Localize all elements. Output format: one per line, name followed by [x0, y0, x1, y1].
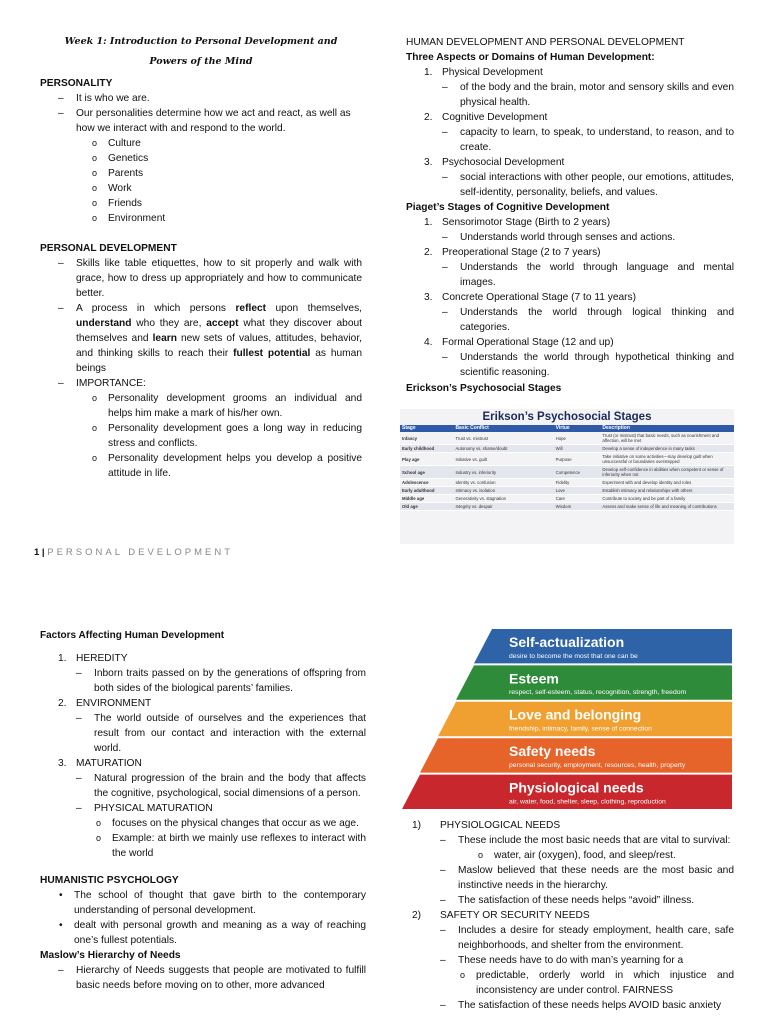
stage-cell: Adolescence — [400, 479, 453, 487]
erikson-row — [400, 432, 734, 445]
description-cell: Establish intimacy and relationships with others — [600, 487, 734, 495]
erikson-table-title: Erikson’s Psychosocial Stages — [482, 411, 652, 423]
factor-item: 1. HEREDITY — [58, 653, 128, 664]
page1-left-column — [40, 32, 362, 481]
page1-right-column — [406, 35, 734, 396]
virtue-cell: Will — [554, 445, 601, 453]
factor-desc: – Natural progression of the brain and the body that affects the cognitive, psychological, social dimensions of a person. — [76, 771, 366, 801]
piaget-stage: 3. Concrete Operational Stage (7 to 11 years) — [424, 292, 637, 303]
influence-item: o Culture — [90, 136, 362, 151]
conflict-cell: Industry vs. inferiority — [453, 466, 553, 479]
erikson-row — [400, 479, 734, 487]
description-cell: Develop a sense of independence in many tasks — [600, 445, 734, 453]
conflict-cell: Trust vs. mistrust — [453, 432, 553, 445]
pyramid-level-subtitle: respect, self-esteem, status, recognition, strength, freedom — [509, 689, 687, 697]
domain-item: 2. Cognitive Development — [424, 112, 548, 123]
humanistic-point: • The school of thought that gave birth to the contemporary understanding of personal development. — [56, 888, 366, 918]
stage-cell: Infancy — [400, 432, 453, 445]
description-cell: Experiment with and develop identity and roles — [600, 479, 734, 487]
conflict-cell: Initiative vs. guilt — [453, 453, 553, 466]
stage-cell: Early childhood — [400, 445, 453, 453]
humanistic-point: • dealt with personal growth and meaning as a way of reaching one’s fullest potentials. — [56, 918, 366, 948]
pyramid-level-title: Love and belonging — [509, 706, 642, 723]
pyramid-level-subtitle: desire to become the most that one can be — [509, 652, 638, 660]
conflict-cell: Identity vs. confusion — [453, 479, 553, 487]
domain-item: 3. Psychosocial Development — [424, 157, 565, 168]
pyramid-level-subtitle: friendship, intimacy, family, sense of connection — [509, 725, 652, 733]
piaget-stage: 2. Preoperational Stage (2 to 7 years) — [424, 247, 601, 258]
stage-cell: Middle age — [400, 495, 453, 503]
erikson-table — [400, 425, 734, 511]
erikson-table-figure — [400, 409, 734, 544]
virtue-cell: Hope — [554, 432, 601, 445]
virtue-cell: Care — [554, 495, 601, 503]
conflict-cell: Generativity vs. stagnation — [453, 495, 553, 503]
factors-heading: Factors Affecting Human Development — [40, 630, 225, 641]
pm-item: o Example: at birth we mainly use reflexes to interact with the world — [94, 831, 366, 861]
factor-desc: – Inborn traits passed on by the generations of offspring from both sides of the biological parents’ families. — [76, 666, 366, 696]
pyramid-level-title: Safety needs — [509, 743, 596, 760]
piaget-desc: – Understands the world through hypothetical thinking and scientific reasoning. — [442, 350, 734, 380]
pyramid-level-title: Physiological needs — [509, 779, 644, 796]
virtue-cell: Fidelity — [554, 479, 601, 487]
stage-cell: Early adulthood — [400, 487, 453, 495]
piaget-desc: – Understands world through senses and actions. — [442, 230, 734, 245]
domain-desc: – of the body and the brain, motor and sensory skills and even physical health. — [442, 80, 734, 110]
factor-desc: – The world outside of ourselves and the experiences that result from our contact and interaction with the external world. — [76, 711, 366, 756]
domain-desc: – capacity to learn, to speak, to understand, to reason, and to create. — [442, 125, 734, 155]
need-point: – These include the most basic needs that are vital to survival: — [440, 833, 734, 848]
col-virtue: Virtue — [554, 425, 601, 432]
conflict-cell: Integrity vs. despair — [453, 503, 553, 511]
influence-item: o Parents — [90, 166, 362, 181]
need-heading: 2) SAFETY OR SECURITY NEEDS — [412, 910, 590, 921]
conflict-cell: Intimacy vs. isolation — [453, 487, 553, 495]
domain-desc: – social interactions with other people, our emotions, attitudes, self-identity, personality, beliefs, and values. — [442, 170, 734, 200]
pyramid-graphic — [402, 628, 732, 810]
description-cell: Develop self-confidence in abilities when competent or sense of inferiority when not — [600, 466, 734, 479]
description-cell: Trust (or mistrust) that basic needs, such as nourishment and affection, will be met — [600, 432, 734, 445]
erikson-row — [400, 453, 734, 466]
pyramid-level-subtitle: air, water, food, shelter, sleep, clothing, reproduction — [509, 798, 666, 806]
physical-maturation: – PHYSICAL MATURATION — [76, 801, 366, 816]
need-point: – The satisfaction of these needs helps “avoid” illness. — [440, 893, 734, 908]
need-point: – These needs have to do with man’s yearning for a — [440, 953, 734, 968]
erikson-row — [400, 445, 734, 453]
influence-item: o Genetics — [90, 151, 362, 166]
piaget-heading: Piaget’s Stages of Cognitive Development — [406, 202, 610, 213]
page2-left-column — [40, 628, 366, 993]
importance-item: o Personality development goes a long way in reducing stress and conflicts. — [90, 421, 362, 451]
virtue-cell: Wisdom — [554, 503, 601, 511]
virtue-cell: Competence — [554, 466, 601, 479]
stage-cell: Play age — [400, 453, 453, 466]
week-title-line1: Week 1: Introduction to Personal Development and — [64, 36, 338, 47]
stage-cell: Old age — [400, 503, 453, 511]
domain-item: 1. Physical Development — [424, 67, 543, 78]
importance-item: o Personality development grooms an individual and helps him make a mark of his/her own. — [90, 391, 362, 421]
page2-right-column — [412, 818, 734, 1013]
page-footer: 1 | PERSONAL DEVELOPMENT — [34, 547, 234, 558]
maslow-heading: Maslow’s Hierarchy of Needs — [40, 950, 181, 961]
erikson-row — [400, 466, 734, 479]
maslow-point: – Hierarchy of Needs suggests that people are motivated to fulfill basic needs before moving on to other, more advanced — [58, 963, 366, 993]
need-subpoint: o water, air (oxygen), food, and sleep/rest. — [476, 848, 734, 863]
pyramid-level-title: Self-actualization — [509, 633, 625, 650]
humanistic-heading: HUMANISTIC PSYCHOLOGY — [40, 875, 179, 886]
stage-cell: School age — [400, 466, 453, 479]
week-title-line2: Powers of the Mind — [149, 56, 253, 67]
need-point: – The satisfaction of these needs helps AVOID basic anxiety — [440, 998, 734, 1013]
description-cell: Assess and make sense of life and meaning of contributions — [600, 503, 734, 511]
personality-heading: PERSONALITY — [40, 78, 113, 89]
personal-dev-point: – Skills like table etiquettes, how to sit properly and walk with grace, how to dress up appropriately and how to communicate better. — [58, 256, 362, 301]
need-subpoint: o predictable, orderly world in which injustice and inconsistency are under control. FAIRNESS — [458, 968, 734, 998]
conflict-cell: Autonomy vs. shame/doubt — [453, 445, 553, 453]
personality-point: – Our personalities determine how we act and react, as well as how we interact with and respond to the world. — [58, 106, 362, 136]
piaget-desc: – Understands the world through logical thinking and categories. — [442, 305, 734, 335]
personal-development-heading: PERSONAL DEVELOPMENT — [40, 243, 177, 254]
personal-dev-definition: – A process in which persons reflect upon themselves, understand who they are, accept what they discover about themselves and learn new sets of values, attitudes, behavior, and thinking skills to reach their fullest potential as human beings — [58, 301, 362, 376]
piaget-stage: 4. Formal Operational Stage (12 and up) — [424, 337, 614, 348]
importance-label: – IMPORTANCE: — [58, 376, 362, 391]
factor-item: 3. MATURATION — [58, 758, 142, 769]
erikson-row — [400, 487, 734, 495]
piaget-desc: – Understands the world through language and mental images. — [442, 260, 734, 290]
pyramid-level-subtitle: personal security, employment, resources, health, property — [509, 762, 686, 770]
description-cell: Take initiative on some activities—may develop guilt when unsuccessful or boundaries overstepped — [600, 453, 734, 466]
human-dev-heading: HUMAN DEVELOPMENT AND PERSONAL DEVELOPMENT — [406, 37, 685, 48]
pm-item: o focuses on the physical changes that occur as we age. — [94, 816, 366, 831]
need-point: – Includes a desire for steady employment, health care, safe neighborhoods, and shelter from the environment. — [440, 923, 734, 953]
description-cell: Contribute to society and be part of a family — [600, 495, 734, 503]
piaget-stage: 1. Sensorimotor Stage (Birth to 2 years) — [424, 217, 611, 228]
maslow-pyramid — [402, 628, 732, 810]
col-description: Description — [600, 425, 734, 432]
need-heading: 1) PHYSIOLOGICAL NEEDS — [412, 820, 561, 831]
domains-subheading: Three Aspects or Domains of Human Development: — [406, 52, 655, 63]
influence-item: o Friends — [90, 196, 362, 211]
erikson-row — [400, 503, 734, 511]
influence-item: o Work — [90, 181, 362, 196]
col-stage: Stage — [400, 425, 453, 432]
personality-point: – It is who we are. — [58, 91, 362, 106]
virtue-cell: Purpose — [554, 453, 601, 466]
pyramid-level-title: Esteem — [509, 670, 559, 687]
factor-item: 2. ENVIRONMENT — [58, 698, 152, 709]
erikson-row — [400, 495, 734, 503]
virtue-cell: Love — [554, 487, 601, 495]
col-conflict: Basic Conflict — [453, 425, 553, 432]
importance-item: o Personality development helps you develop a positive attitude in life. — [90, 451, 362, 481]
need-point: – Maslow believed that these needs are the most basic and instinctive needs in the hierarchy. — [440, 863, 734, 893]
influence-item: o Environment — [90, 211, 362, 226]
erikson-heading: Erickson’s Psychosocial Stages — [406, 383, 562, 394]
